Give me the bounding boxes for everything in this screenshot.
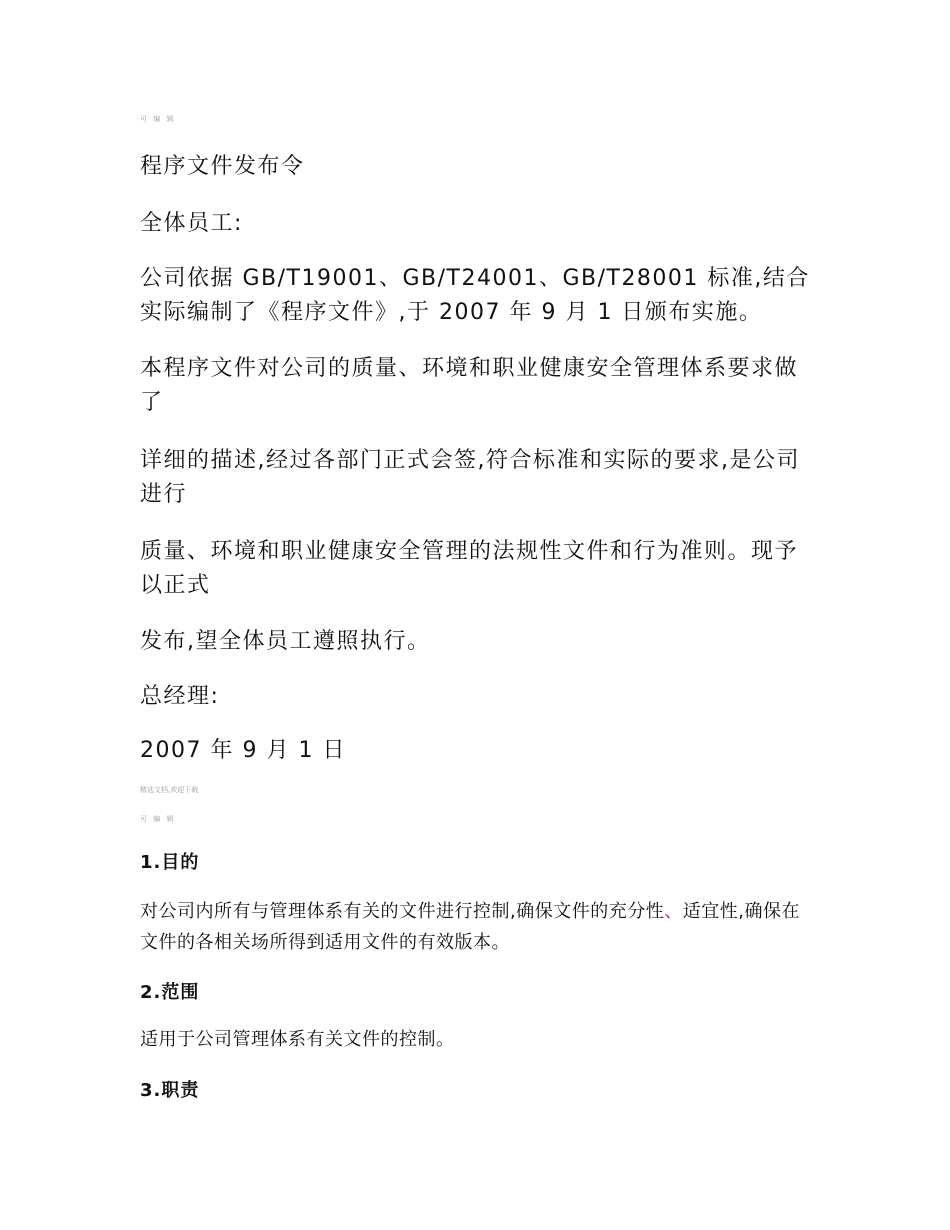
signer-label: 总经理: [140, 684, 220, 709]
purpose-text-part-b: 适宜性,确保在文件的各相关场所得到适用文件的有效版本。 [140, 901, 800, 953]
purpose-text-part-a: 对公司内所有与管理体系有关的文件进行控制,确保文件的充分性 [140, 901, 665, 922]
paragraph-line-3: 质量、环境和职业健康安全管理的法规性文件和行为准则。现予以正式 [140, 539, 799, 598]
section-heading-purpose: 1.目的 [140, 852, 200, 873]
salutation: 全体员工: [140, 211, 243, 236]
header-watermark: 可 编 辑 [140, 115, 176, 123]
paragraph-basis: 公司依据 GB/T19001、GB/T24001、GB/T28001 标准,结合实际编制了《程序文件》,于 2007 年 9 月 1 日颁布实施。 [140, 266, 810, 325]
document-title: 程序文件发布令 [140, 154, 305, 179]
section-text-scope: 适用于公司管理体系有关文件的控制。 [140, 1029, 455, 1050]
paragraph-line-1: 本程序文件对公司的质量、环境和职业健康安全管理体系要求做了 [140, 356, 799, 415]
header-watermark-page2: 可 编 辑 [140, 815, 176, 823]
paragraph-line-4: 发布,望全体员工遵照执行。 [140, 629, 431, 654]
footer-watermark: 精选文档,欢迎下载 [140, 786, 199, 794]
issue-date: 2007 年 9 月 1 日 [140, 738, 346, 763]
paragraph-line-2: 详细的描述,经过各部门正式会签,符合标准和实际的要求,是公司进行 [140, 448, 800, 507]
section-heading-scope: 2.范围 [140, 982, 200, 1003]
section-heading-responsibility: 3.职责 [140, 1080, 200, 1101]
enumeration-comma: 、 [664, 901, 683, 922]
section-text-purpose [140, 896, 810, 958]
